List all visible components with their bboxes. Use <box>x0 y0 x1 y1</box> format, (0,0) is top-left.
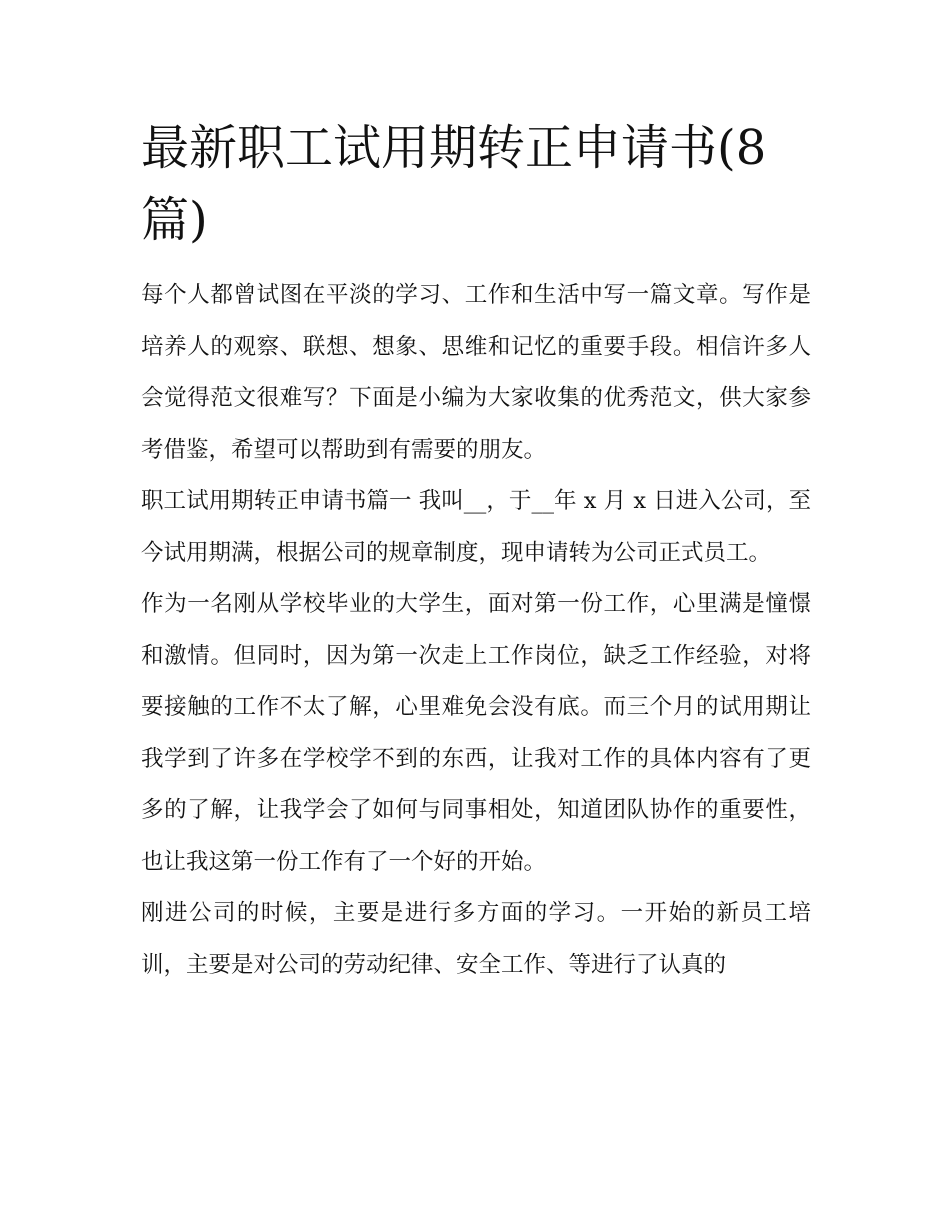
document-title: 最新职工试用期转正申请书(8篇) <box>141 120 767 248</box>
paragraph-application: 职工试用期转正申请书篇一 我叫__，于__年 x 月 x 日进入公司，至今试用期满，根据公司的规章制度，现申请转为公司正式员工。 <box>141 488 811 566</box>
paragraph-training: 刚进公司的时候，主要是进行多方面的学习。一开始的新员工培训，主要是对公司的劳动纪律、安全工作、等进行了认真的 <box>141 900 811 978</box>
document-body <box>141 112 811 991</box>
paragraph-experience: 作为一名刚从学校毕业的大学生，面对第一份工作，心里满是憧憬和激情。但同时，因为第一次走上工作岗位，缺乏工作经验，对将要接触的工作不太了解，心里难免会没有底。而三个月的试用期让我学到了许多在学校学不到的东西，让我对工作的具体内容有了更多的了解，让我学会了如何与同事相处，知道团队协作的重要性，也让我这第一份工作有了一个好的开始。 <box>141 591 811 875</box>
paragraph-intro: 每个人都曾试图在平淡的学习、工作和生活中写一篇文章。写作是培养人的观察、联想、想象、思维和记忆的重要手段。相信许多人会觉得范文很难写？下面是小编为大家收集的优秀范文，供大家参考借鉴，希望可以帮助到有需要的朋友。 <box>141 282 811 463</box>
